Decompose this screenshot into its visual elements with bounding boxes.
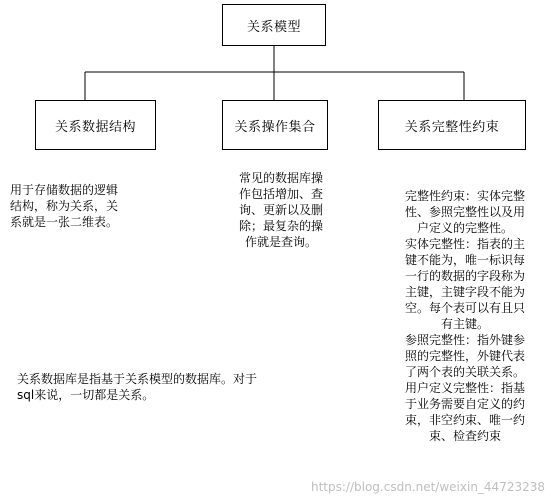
watermark: https://blog.csdn.net/weixin_44723238 — [310, 480, 545, 494]
child-node-integrity-label: 关系完整性约束 — [404, 119, 500, 135]
child-node-structure — [35, 100, 156, 150]
operations-description: 常见的数据库操 作包括增加、查 询、更新以及删 除；最复杂的操 作就是查询。 — [238, 171, 323, 249]
root-node-label: 关系模型 — [246, 19, 301, 35]
structure-description: 用于存储数据的逻辑 结构，称为关系，关 系就是一张二维表。 — [10, 183, 119, 229]
child-node-operations-label: 关系操作集合 — [234, 119, 316, 135]
integrity-description: 完整性约束：实体完整 性、参照完整性以及用 户定义的完整性。 实体完整性：指表的主 键不能为，唯一标识每 一行的数据的字段称为 主键，主键字段不能为 空。每个表可以有且只 有主键。 参照完整性：指外键参 照的完整性，外键代表 了两个表的关联关系。 用户定义完整性：指基 于业务需要自定义的约 束，非空约束、唯一约 束、检查约束 — [404, 189, 525, 443]
root-node — [222, 4, 326, 46]
relational-database-note: 关系数据库是指基于关系模型的数据库。对于 sql来说，一切都是关系。 — [17, 372, 258, 402]
child-node-operations — [222, 100, 328, 150]
child-node-integrity — [378, 100, 526, 150]
child-node-structure-label: 关系数据结构 — [54, 119, 136, 135]
